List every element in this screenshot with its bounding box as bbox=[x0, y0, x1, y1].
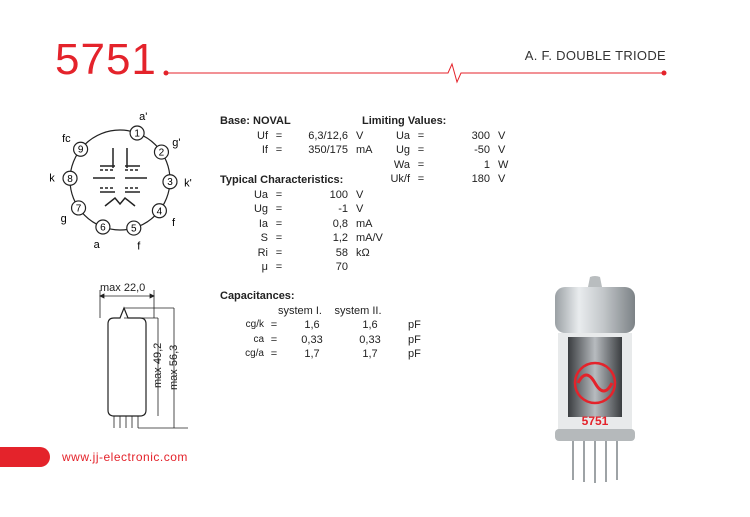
capacitance-unit: pF bbox=[408, 348, 421, 360]
capacitance-system-1: 1,7 bbox=[304, 348, 320, 360]
limiting-symbol: Wa bbox=[393, 158, 410, 171]
footer-accent-bar bbox=[0, 447, 50, 467]
pin-number: 9 bbox=[77, 144, 84, 156]
typical-equals: = bbox=[275, 203, 283, 215]
typical-value: 0,8 bbox=[332, 217, 348, 230]
pin-number: 8 bbox=[67, 173, 73, 185]
capacitance-equals: = bbox=[270, 319, 278, 331]
typical-symbol: Ia bbox=[258, 217, 268, 230]
typical-value: 70 bbox=[335, 261, 348, 273]
pin-label: a bbox=[93, 238, 100, 251]
website-link[interactable]: www.jj-electronic.com bbox=[62, 450, 188, 464]
pin-number: 1 bbox=[134, 128, 140, 140]
pin-label: k bbox=[49, 172, 55, 185]
typical-value: 100 bbox=[329, 188, 348, 201]
typical-symbol: Ug bbox=[253, 203, 268, 215]
typical-value: 58 bbox=[335, 246, 348, 259]
pin-label: g bbox=[60, 213, 67, 226]
capacitance-system-2: 0,33 bbox=[359, 333, 381, 346]
capacitance-row bbox=[220, 333, 421, 348]
base-section bbox=[220, 114, 373, 158]
limiting-value: 1 bbox=[483, 158, 490, 171]
limiting-equals: = bbox=[417, 129, 425, 142]
limiting-value: -50 bbox=[474, 144, 490, 156]
typical-section bbox=[220, 173, 383, 275]
typical-unit: mA/V bbox=[356, 232, 383, 244]
base-symbol: Uf bbox=[257, 129, 268, 142]
typical-row bbox=[220, 188, 383, 203]
pin-number: 3 bbox=[167, 177, 173, 189]
limiting-heading: Limiting Values: bbox=[362, 115, 447, 127]
cap-col-system-1: system I. bbox=[277, 304, 322, 317]
typical-row bbox=[220, 260, 383, 275]
capacitance-row bbox=[220, 318, 421, 333]
typical-equals: = bbox=[275, 232, 283, 244]
capacitance-system-1: 1,6 bbox=[304, 319, 320, 331]
typical-row bbox=[220, 217, 383, 232]
capacitance-unit: pF bbox=[408, 333, 421, 346]
typical-symbol: Ua bbox=[253, 188, 268, 201]
capacitance-section bbox=[220, 289, 421, 362]
base-equals: = bbox=[275, 129, 283, 142]
typical-row bbox=[220, 246, 383, 261]
capacitance-symbol: ca bbox=[253, 333, 264, 345]
limiting-equals: = bbox=[417, 144, 425, 156]
typical-unit bbox=[348, 260, 356, 275]
limiting-row bbox=[362, 129, 508, 144]
base-value: 350/175 bbox=[308, 144, 348, 156]
capacitance-equals: = bbox=[270, 348, 278, 360]
typical-equals: = bbox=[275, 246, 283, 259]
typical-unit: mA bbox=[356, 217, 373, 230]
pin-label: k' bbox=[184, 177, 192, 190]
capacitance-symbol: cg/k bbox=[245, 319, 264, 330]
capacitance-equals: = bbox=[270, 333, 278, 346]
pin-label: f bbox=[172, 216, 176, 229]
pin-label: f bbox=[137, 240, 141, 253]
typical-symbol: S bbox=[260, 232, 268, 244]
limiting-value: 300 bbox=[471, 129, 490, 142]
base-row bbox=[220, 143, 373, 158]
pin-number: 6 bbox=[100, 222, 106, 234]
limiting-unit: V bbox=[498, 173, 506, 185]
typical-unit: kΩ bbox=[356, 246, 370, 259]
base-unit: V bbox=[356, 129, 364, 142]
typical-unit: V bbox=[356, 188, 364, 201]
typical-symbol: μ bbox=[261, 261, 268, 273]
capacitance-unit: pF bbox=[408, 319, 421, 331]
pin-label: fc bbox=[62, 133, 71, 146]
typical-equals: = bbox=[275, 217, 283, 230]
cap-col-system-2: system II. bbox=[334, 304, 382, 317]
base-value: 6,3/12,6 bbox=[308, 129, 348, 142]
pin-label: a' bbox=[139, 111, 148, 124]
limiting-symbol: Ua bbox=[395, 129, 410, 142]
base-unit: mA bbox=[356, 144, 373, 156]
typical-symbol: Ri bbox=[257, 246, 268, 259]
limiting-symbol: Ug bbox=[395, 144, 410, 156]
capacitance-row bbox=[220, 347, 421, 362]
limiting-symbol: Uk/f bbox=[390, 173, 410, 185]
base-row bbox=[220, 129, 373, 144]
tube-logo-text: 5751 bbox=[581, 414, 609, 428]
pin-number: 7 bbox=[75, 203, 82, 215]
limiting-row bbox=[362, 172, 508, 187]
capacitance-heading: Capacitances: bbox=[220, 290, 295, 302]
capacitance-symbol: cg/a bbox=[245, 348, 264, 359]
limiting-equals: = bbox=[417, 173, 425, 185]
pin-label: g' bbox=[172, 136, 181, 149]
dim-width: max 22,0 bbox=[100, 282, 146, 294]
typical-row bbox=[220, 231, 383, 246]
limiting-unit: W bbox=[498, 158, 509, 171]
capacitance-system-1: 0,33 bbox=[301, 333, 323, 346]
limiting-unit: V bbox=[498, 129, 506, 142]
base-heading: Base: NOVAL bbox=[220, 115, 291, 127]
typical-equals: = bbox=[275, 188, 283, 201]
typical-unit: V bbox=[356, 203, 364, 215]
typical-row bbox=[220, 202, 383, 217]
dim-height-2: max 56,3 bbox=[168, 344, 180, 390]
typical-equals: = bbox=[275, 261, 283, 273]
pinout-diagram bbox=[45, 108, 195, 258]
typical-value: 1,2 bbox=[332, 232, 348, 244]
pin-number: 4 bbox=[156, 206, 163, 218]
typical-value: -1 bbox=[338, 203, 348, 215]
limiting-row bbox=[362, 158, 508, 173]
pin-number: 5 bbox=[131, 223, 137, 235]
header-rule bbox=[160, 60, 670, 86]
capacitance-system-2: 1,7 bbox=[362, 348, 378, 360]
limiting-equals: = bbox=[417, 158, 425, 171]
tube-title: 5751 bbox=[55, 35, 157, 84]
base-symbol: If bbox=[261, 144, 268, 156]
dimension-drawing bbox=[88, 278, 198, 438]
dim-height-1: max 49,2 bbox=[152, 342, 164, 388]
limiting-unit: V bbox=[498, 144, 506, 156]
pin-number: 2 bbox=[158, 147, 165, 159]
limiting-value: 180 bbox=[471, 173, 490, 185]
base-equals: = bbox=[275, 144, 283, 156]
capacitance-system-2: 1,6 bbox=[362, 319, 378, 331]
tube-subtitle: A. F. DOUBLE TRIODE bbox=[524, 48, 666, 63]
limiting-row bbox=[362, 143, 508, 158]
limiting-section bbox=[362, 114, 508, 187]
tube-photo bbox=[540, 275, 650, 485]
typical-heading: Typical Characteristics: bbox=[220, 174, 344, 186]
